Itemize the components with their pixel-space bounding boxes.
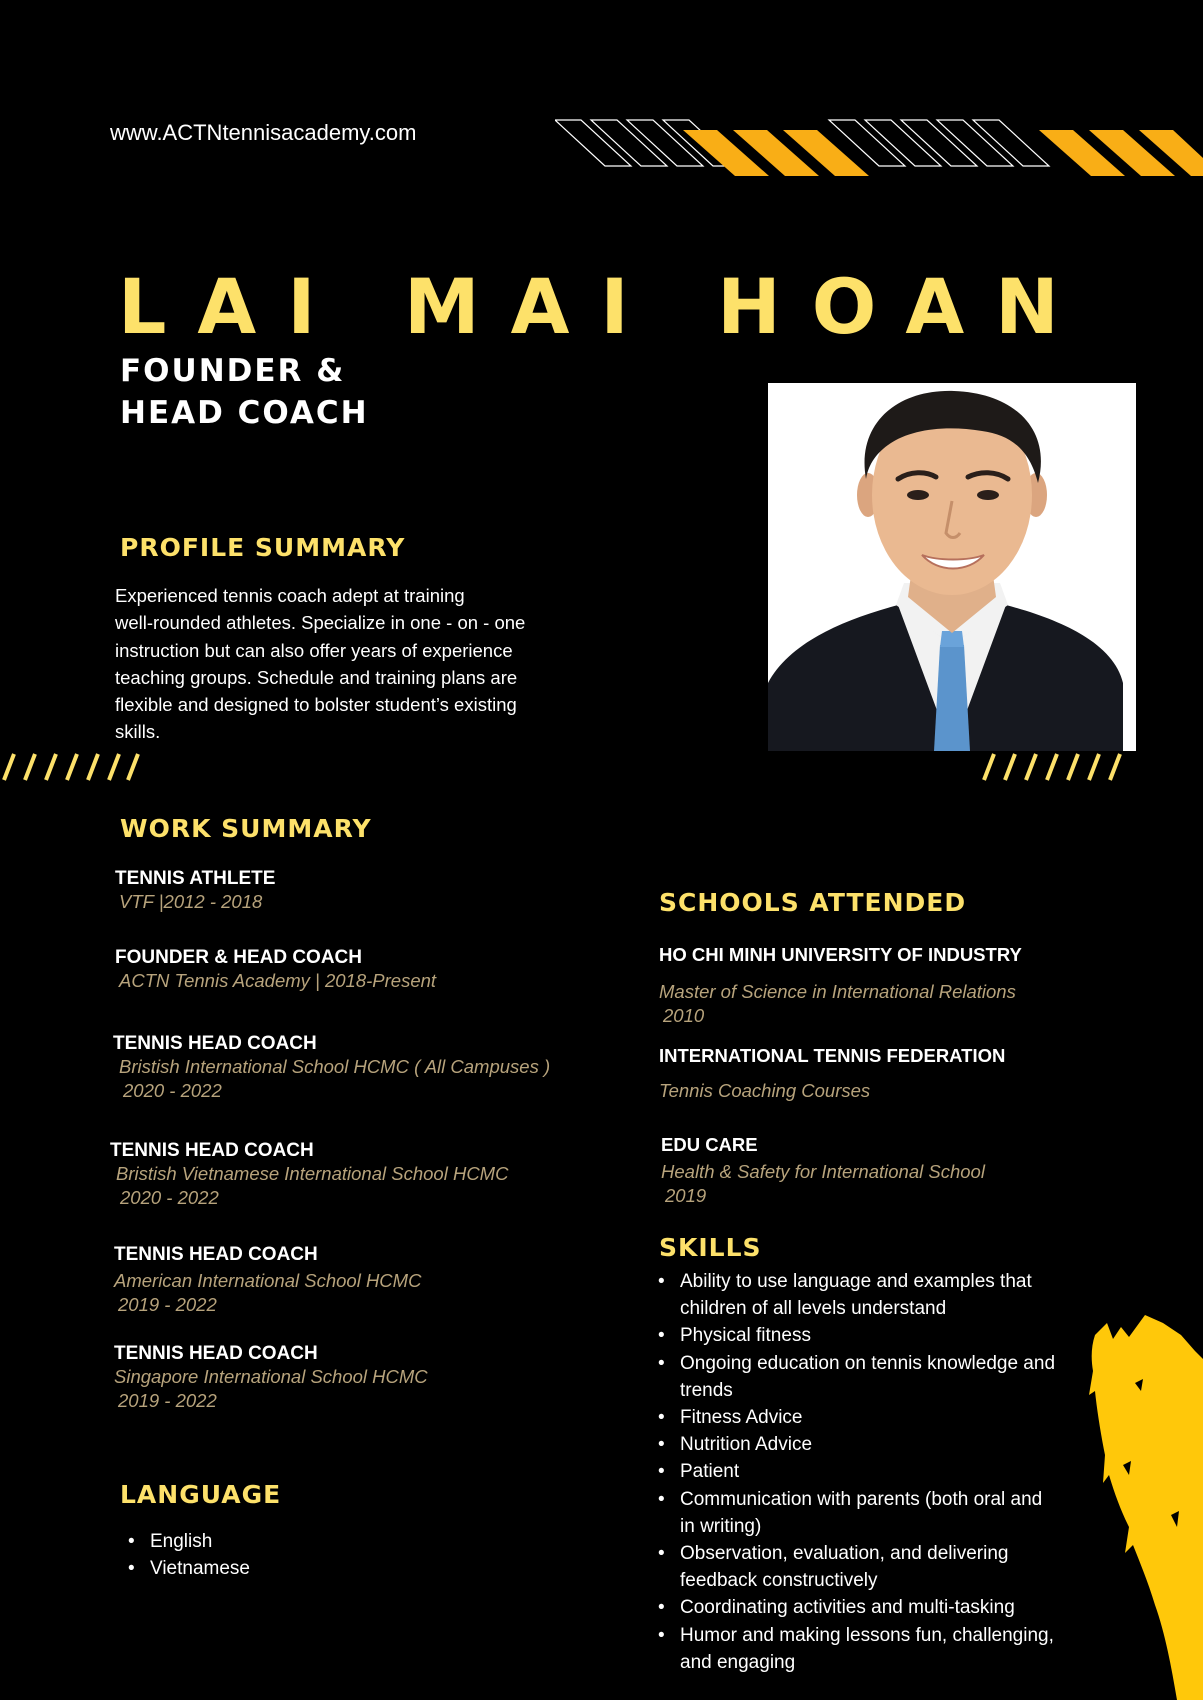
profile-summary-heading: PROFILE SUMMARY (120, 533, 406, 562)
skill-item: • Nutrition Advice (658, 1431, 1058, 1458)
decorative-slashes-right (980, 752, 1135, 782)
work-item (113, 1033, 550, 1103)
decorative-brush-stroke (1085, 1315, 1203, 1700)
person-name: LAI MAI HOAN (118, 262, 1090, 351)
skills-heading: SKILLS (659, 1233, 762, 1262)
profile-photo (768, 383, 1136, 751)
work-item (114, 1244, 421, 1317)
skill-item: • Ability to use language and examples that children of all levels understand (658, 1268, 1058, 1322)
school-detail: Master of Science in International Relations (659, 981, 1016, 1002)
decorative-stripes-top (555, 118, 1203, 178)
skill-item: • Communication with parents (both oral and in writing) (658, 1486, 1058, 1540)
work-item-title: TENNIS HEAD COACH (113, 1033, 317, 1054)
portrait-illustration (768, 383, 1136, 751)
work-item-title: TENNIS ATHLETE (115, 868, 276, 889)
school-year: 2010 (663, 1005, 705, 1026)
profile-line: skills. (115, 721, 161, 743)
work-item-title: TENNIS HEAD COACH (110, 1140, 314, 1161)
schools-attended-heading: SCHOOLS ATTENDED (659, 888, 967, 917)
language-heading: LANGUAGE (120, 1480, 282, 1509)
school-item (659, 944, 1022, 1028)
work-item-years: 2019 - 2022 (118, 1294, 217, 1315)
website-url: www.ACTNtennisacademy.com (110, 120, 417, 145)
job-role (120, 350, 369, 434)
skill-item: • Fitness Advice (658, 1404, 1058, 1431)
role-line-1: FOUNDER & (120, 353, 346, 389)
profile-summary-text (115, 582, 565, 746)
profile-line: teaching groups. Schedule and training plans are (115, 666, 518, 688)
skill-item: • Patient (658, 1458, 1058, 1485)
profile-line: well-rounded athletes. Specialize in one - on - one (115, 612, 526, 634)
school-name: INTERNATIONAL TENNIS FEDERATION (659, 1045, 1006, 1066)
school-detail: Tennis Coaching Courses (659, 1080, 871, 1101)
profile-line: instruction but can also offer years of experience (115, 639, 513, 661)
work-item-org: VTF |2012 - 2018 (119, 891, 263, 912)
school-name: HO CHI MINH UNIVERSITY OF INDUSTRY (659, 944, 1022, 965)
skill-item: • Observation, evaluation, and delivering feedback constructively (658, 1540, 1058, 1594)
skill-item: • Coordinating activities and multi-tasking (658, 1594, 1058, 1621)
work-item-years: 2019 - 2022 (118, 1390, 217, 1411)
work-item-title: TENNIS HEAD COACH (114, 1244, 318, 1265)
work-summary-heading: WORK SUMMARY (120, 814, 372, 843)
language-list (128, 1528, 250, 1582)
work-item-years: 2020 - 2022 (120, 1187, 219, 1208)
school-year: 2019 (665, 1185, 707, 1206)
skill-item: • Humor and making lessons fun, challenging, and engaging (658, 1622, 1058, 1676)
skill-item: • Physical fitness (658, 1322, 1058, 1349)
role-line-2: HEAD COACH (120, 395, 369, 431)
school-detail: Health & Safety for International School (661, 1161, 985, 1182)
decorative-slashes-left (0, 752, 140, 782)
work-item-org: Singapore International School HCMC (114, 1366, 428, 1387)
work-item-org: American International School HCMC (114, 1270, 422, 1291)
language-item: • English (128, 1528, 250, 1555)
work-item-years: 2020 - 2022 (123, 1080, 222, 1101)
work-item-org: Bristish International School HCMC ( All Campuses ) (119, 1056, 551, 1077)
skills-list (658, 1268, 1058, 1676)
profile-line: flexible and designed to bolster student’s existing (115, 694, 517, 716)
work-item (115, 868, 275, 914)
work-item (110, 1140, 508, 1210)
school-name: EDU CARE (661, 1134, 758, 1155)
work-item-title: FOUNDER & HEAD COACH (115, 947, 362, 968)
school-item (659, 1045, 1005, 1103)
skill-item: • Ongoing education on tennis knowledge and trends (658, 1350, 1058, 1404)
work-item-org: ACTN Tennis Academy | 2018-Present (119, 970, 437, 991)
language-item: • Vietnamese (128, 1555, 250, 1582)
work-item (114, 1343, 428, 1413)
work-item (115, 947, 436, 993)
work-item-org: Bristish Vietnamese International School HCMC (116, 1163, 509, 1184)
profile-line: Experienced tennis coach adept at training (115, 585, 465, 606)
school-item (661, 1134, 985, 1208)
work-item-title: TENNIS HEAD COACH (114, 1343, 318, 1364)
